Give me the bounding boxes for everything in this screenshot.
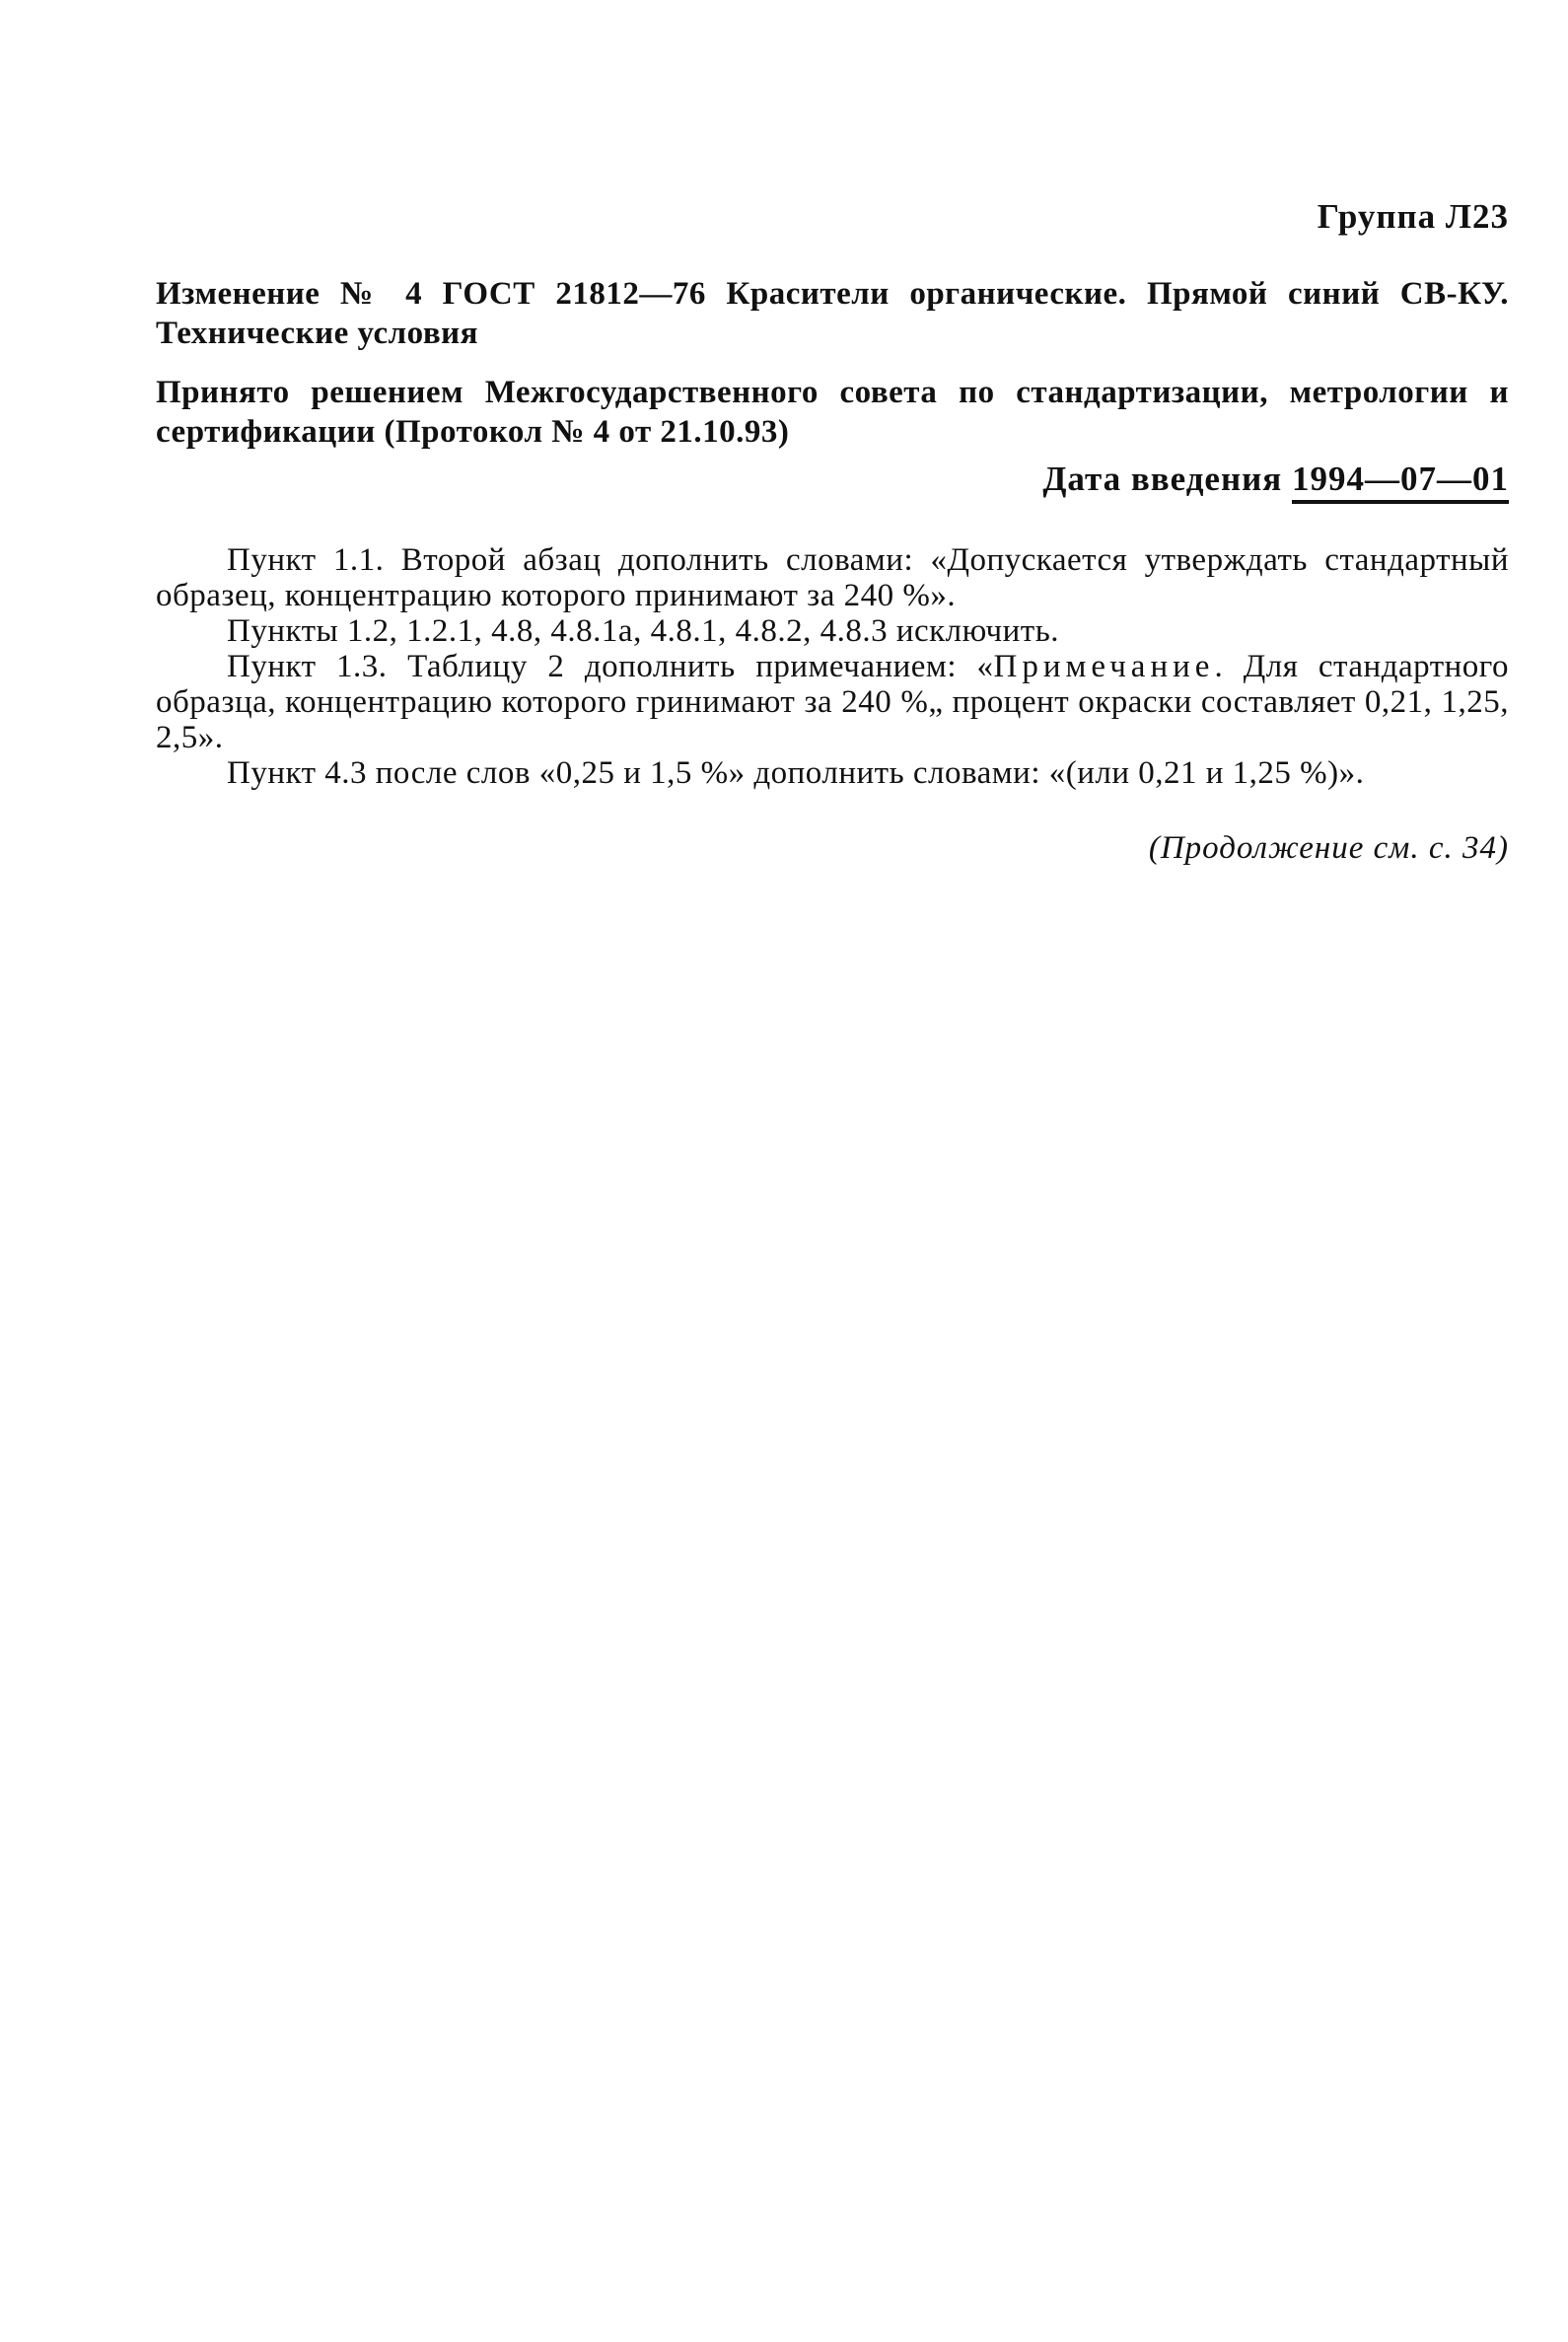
- introduction-date-label: Дата введения: [1042, 460, 1283, 498]
- note-word: Примечание: [993, 649, 1215, 684]
- group-code: Группа Л23: [1317, 197, 1509, 236]
- amendment-body: [156, 542, 1509, 791]
- paragraph-item-4-3: Пункт 4.3 после слов «0,25 и 1,5 %» дополнить словами: «(или 0,21 и 1,25 %)».: [227, 755, 1365, 791]
- adoption-note: Принято решением Межгосударственного совета по стандартизации, метрологии и сертификации (Протокол № 4 от 21.10.93): [156, 375, 1509, 450]
- continuation-note: (Продолжение см. с. 34): [1148, 830, 1509, 866]
- paragraph-item-1-1: Пункт 1.1. Второй абзац дополнить словами: «Допускается утверждать стандартный образец, концентрацию которого принимают за 240 %».: [156, 542, 1509, 613]
- paragraph-item-1-3-before: Пункт 1.3. Таблицу 2 дополнить примечанием: «: [227, 649, 994, 684]
- document-title: Изменение № 4 ГОСТ 21812—76 Красители органические. Прямой синий СВ-КУ. Технические условия: [156, 276, 1509, 351]
- document-page: [156, 197, 1509, 867]
- paragraph-item-1-3: [156, 649, 1509, 755]
- introduction-date: [156, 460, 1509, 499]
- introduction-date-value: 1994—07—01: [1292, 460, 1509, 504]
- paragraph-item-1-3-after: . Для стандартного образца, концентрацию которого гринимают за 240 %„ процент окраски составляет 0,21, 1,25, 2,5».: [156, 649, 1509, 755]
- paragraph-items-excluded: Пункты 1.2, 1.2.1, 4.8, 4.8.1а, 4.8.1, 4.8.2, 4.8.3 исключить.: [227, 613, 1060, 649]
